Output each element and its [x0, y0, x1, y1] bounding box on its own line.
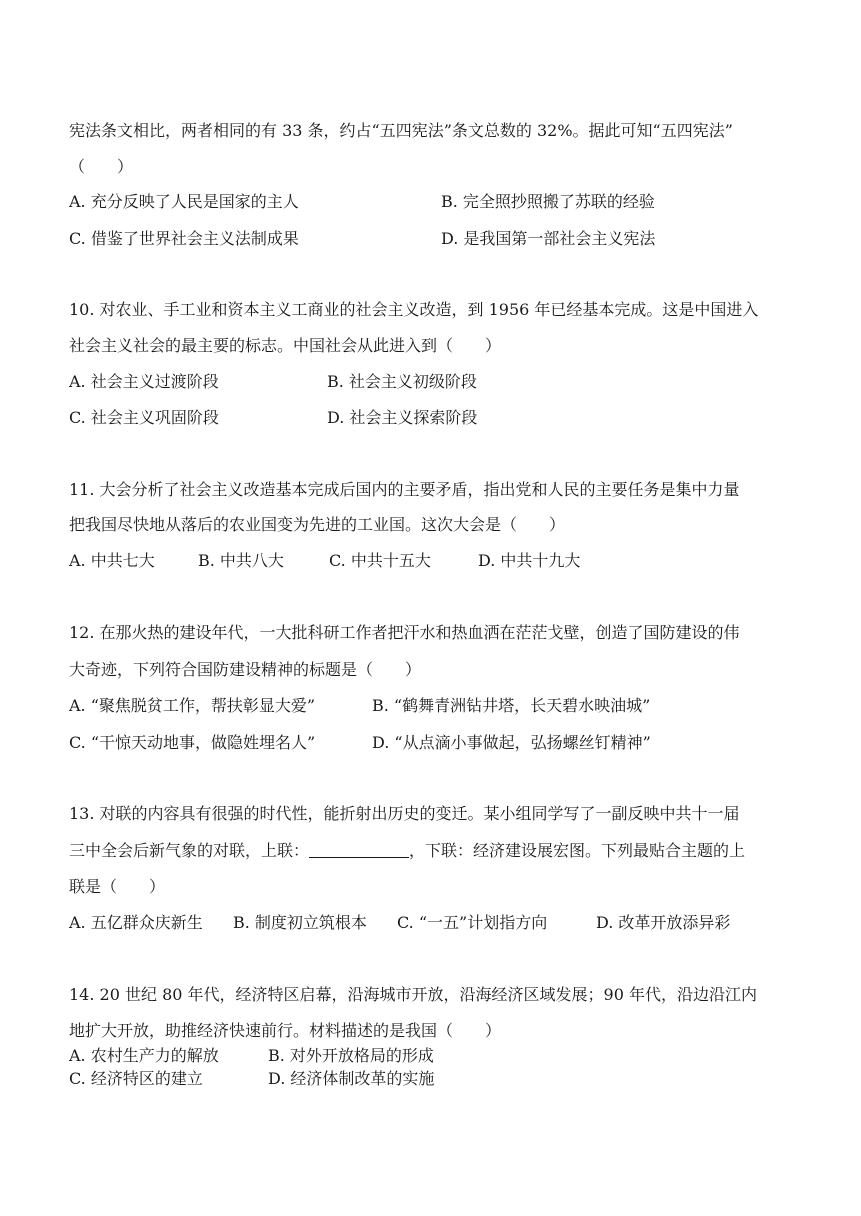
q14-option-c: C. 经济特区的建立 — [69, 1069, 203, 1088]
q11-option-a: A. 中共七大 — [69, 551, 155, 570]
q12-option-d: D. “从点滴小事做起，弘扬螺丝钉精神” — [372, 733, 651, 752]
q11-option-d: D. 中共十九大 — [478, 551, 581, 570]
q12-line-1: 12. 在那火热的建设年代，一大批科研工作者把汗水和热血洒在茫茫戈壁，创造了国防建设的伟 — [69, 623, 740, 642]
q10-option-b: B. 社会主义初级阶段 — [327, 372, 477, 391]
q13-line-1: 13. 对联的内容具有很强的时代性，能折射出历史的变迁。某小组同学写了一副反映中共十一届 — [69, 804, 740, 823]
q11-line-1: 11. 大会分析了社会主义改造基本完成后国内的主要矛盾，指出党和人民的主要任务是集中力量 — [69, 480, 740, 499]
q10-option-d: D. 社会主义探索阶段 — [327, 408, 478, 427]
q9-option-a: A. 充分反映了人民是国家的主人 — [69, 192, 299, 211]
q14-option-a: A. 农村生产力的解放 — [69, 1046, 219, 1065]
q9-line-2: （ ） — [69, 157, 134, 176]
q13-option-b: B. 制度初立筑根本 — [233, 913, 367, 932]
q9-option-b: B. 完全照抄照搬了苏联的经验 — [441, 192, 655, 211]
q13-option-a: A. 五亿群众庆新生 — [69, 913, 203, 932]
q9-option-c: C. 借鉴了世界社会主义法制成果 — [69, 229, 299, 248]
q10-line-1: 10. 对农业、手工业和资本主义工商业的社会主义改造，到 1956 年已经基本完成。这是中国进入 — [69, 300, 759, 319]
q12-option-c: C. “干惊天动地事，做隐姓埋名人” — [69, 733, 316, 752]
q11-option-b: B. 中共八大 — [198, 551, 284, 570]
q13-line-3: 联是（ ） — [69, 877, 166, 896]
q12-option-b: B. “鹤舞青洲钻井塔，长天碧水映油城” — [372, 696, 651, 715]
q10-option-c: C. 社会主义巩固阶段 — [69, 408, 219, 427]
q13-option-c: C. “一五”计划指方向 — [397, 913, 548, 932]
q9-line-1: 宪法条文相比，两者相同的有 33 条，约占“五四宪法”条文总数的 32%。据此可知“五四宪法” — [69, 121, 733, 140]
q9-option-d: D. 是我国第一部社会主义宪法 — [441, 229, 656, 248]
q11-line-2: 把我国尽快地从落后的农业国变为先进的工业国。这次大会是（ ） — [69, 515, 566, 534]
q14-option-d: D. 经济体制改革的实施 — [268, 1069, 435, 1088]
q13-line-2-end: ，下联：经济建设展宏图。下列最贴合主题的上 — [409, 841, 746, 860]
q14-line-2: 地扩大开放，助推经济快速前行。材料描述的是我国（ ） — [69, 1021, 502, 1040]
q13-line-2 — [69, 841, 745, 861]
q12-line-2: 大奇迹，下列符合国防建设精神的标题是（ ） — [69, 660, 422, 679]
answer-blank — [309, 841, 409, 858]
q13-line-2-start: 三中全会后新气象的对联，上联： — [69, 841, 310, 860]
q10-option-a: A. 社会主义过渡阶段 — [69, 372, 219, 391]
q13-option-d: D. 改革开放添异彩 — [596, 913, 731, 932]
q14-line-1: 14. 20 世纪 80 年代，经济特区启幕，沿海城市开放，沿海经济区域发展；90 年代，沿边沿江内 — [69, 985, 757, 1004]
q14-option-b: B. 对外开放格局的形成 — [268, 1046, 434, 1065]
q11-option-c: C. 中共十五大 — [329, 551, 431, 570]
q12-option-a: A. “聚焦脱贫工作，帮扶彰显大爱” — [69, 696, 316, 715]
q10-line-2: 社会主义社会的最主要的标志。中国社会从此进入到（ ） — [69, 336, 502, 355]
